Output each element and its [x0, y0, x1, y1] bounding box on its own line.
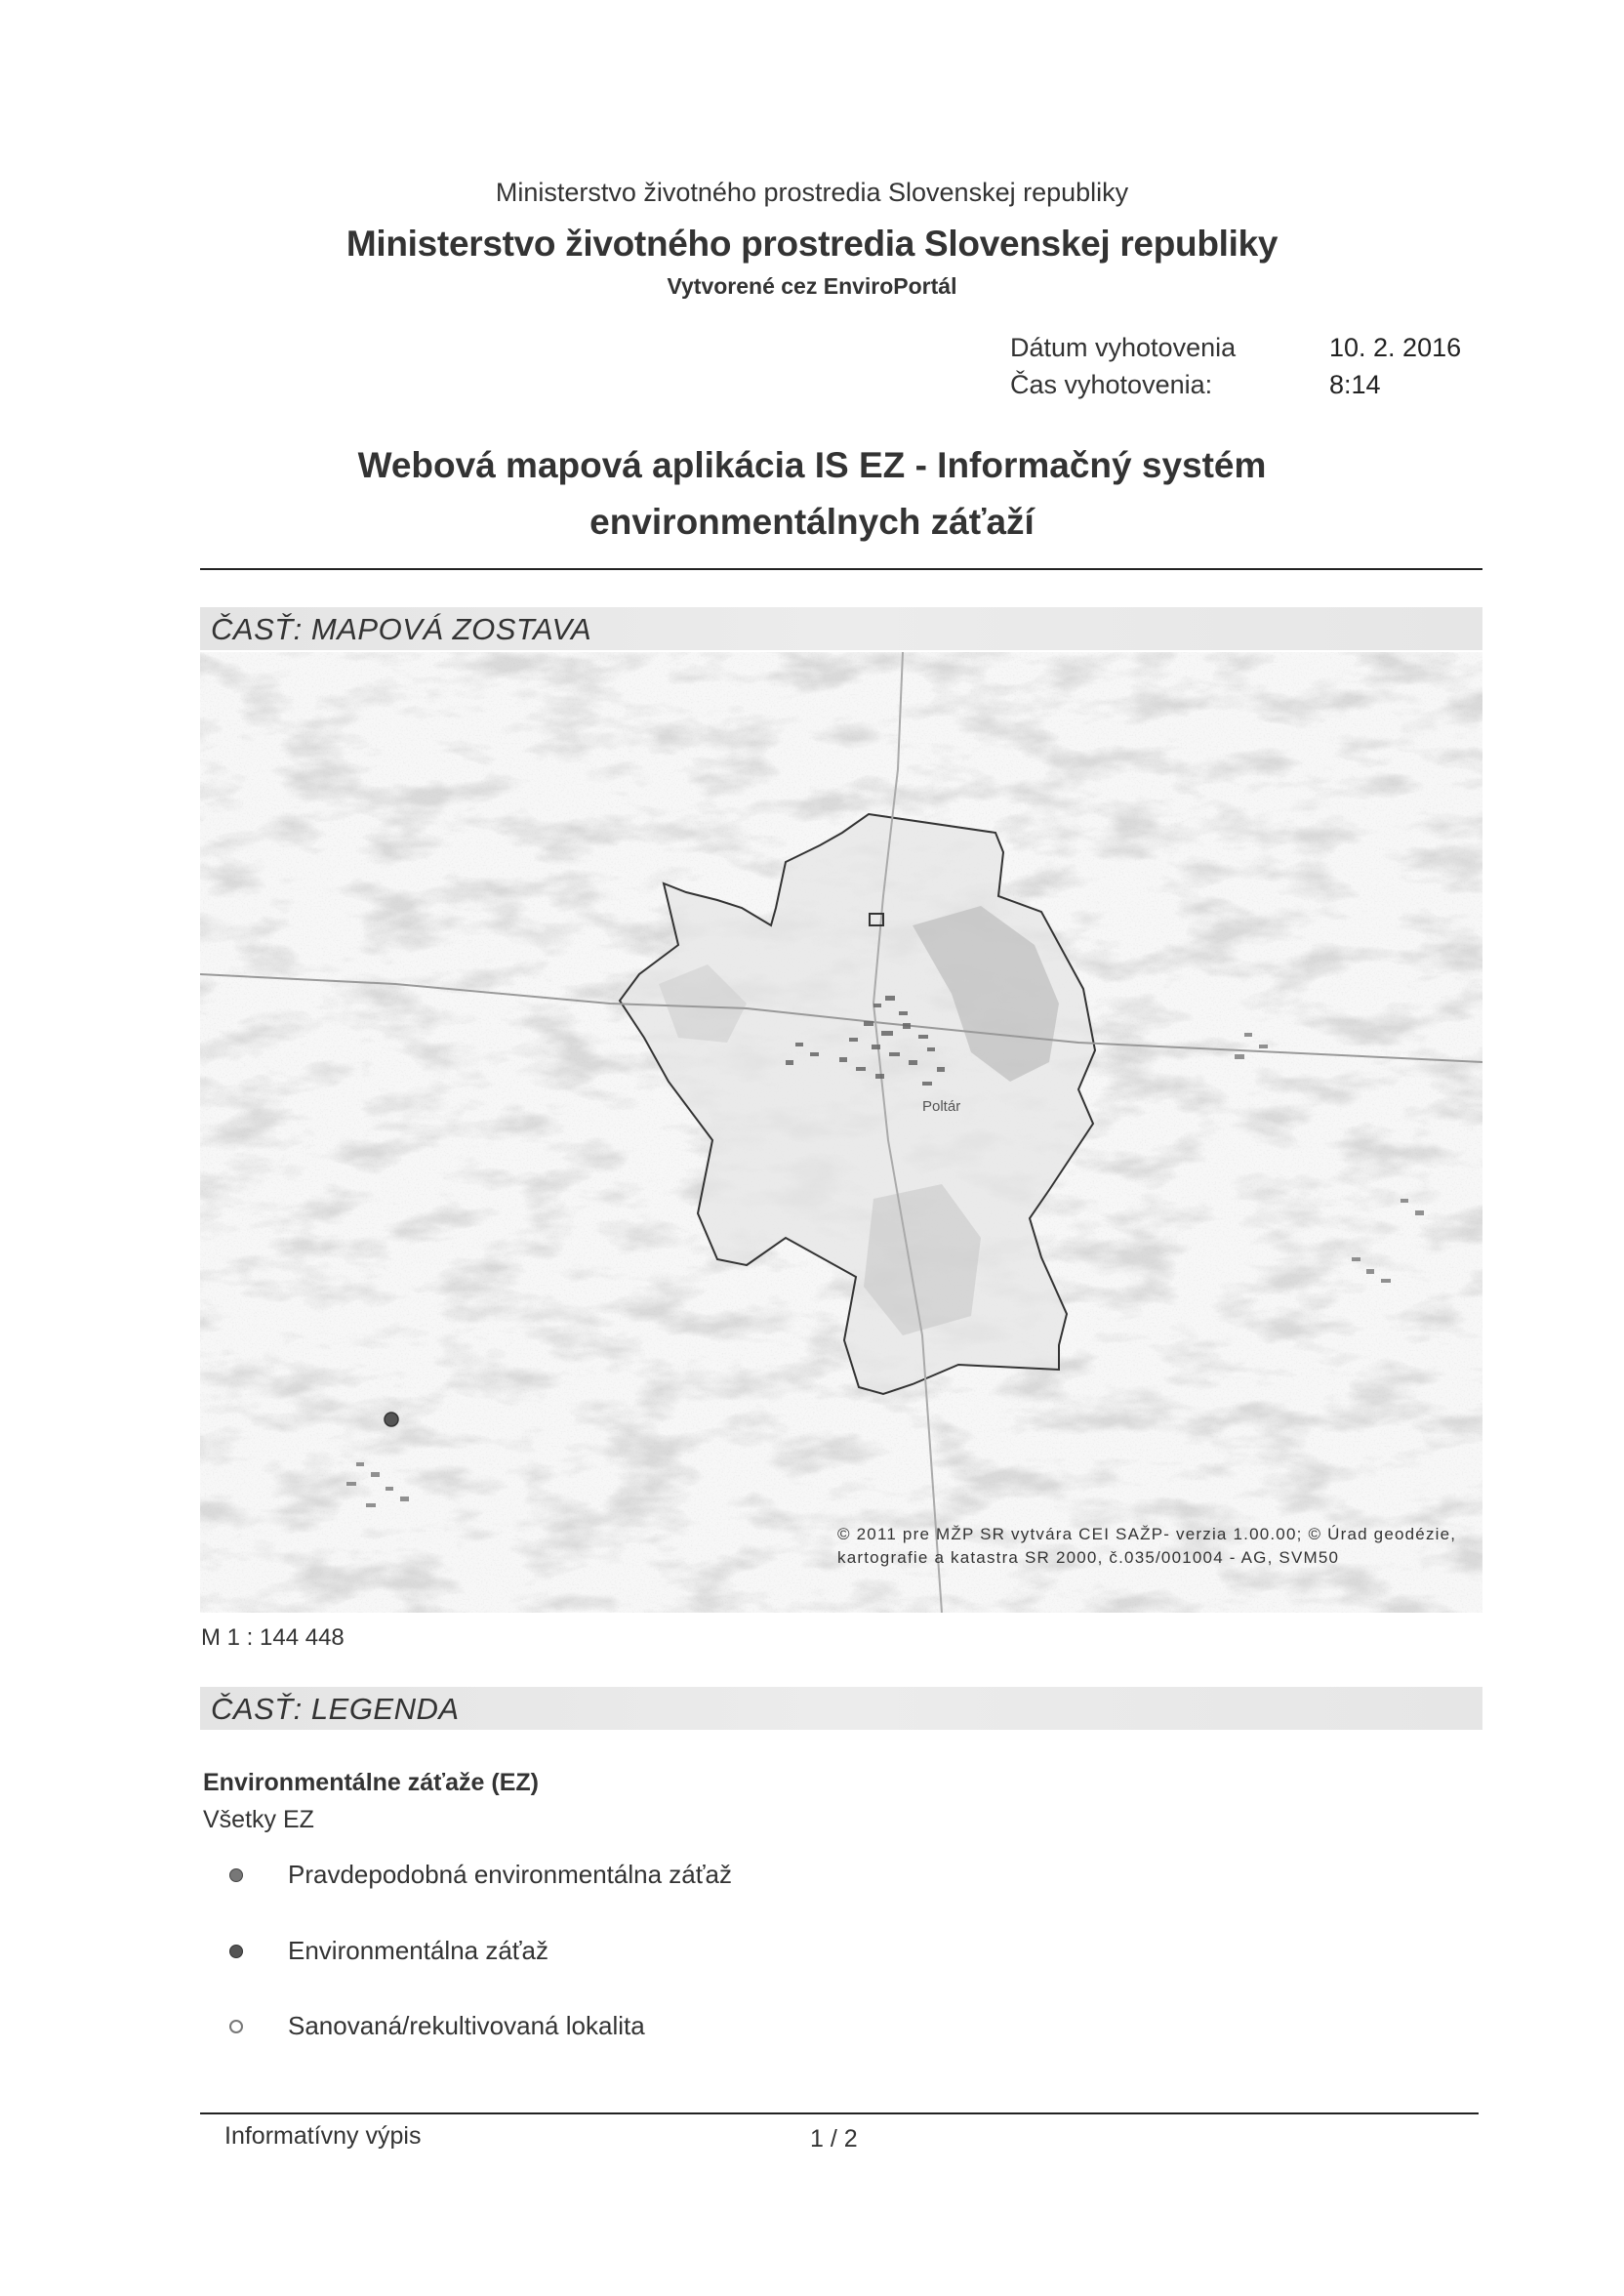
legend-group-title: Environmentálne záťaže (EZ) — [203, 1769, 539, 1796]
footer-divider — [200, 2112, 1479, 2114]
legend-item-ez: Environmentálna záťaž — [288, 1936, 549, 1965]
page-number: 1 / 2 — [810, 2125, 858, 2152]
ministry-title: Ministerstvo životného prostredia Slovenskej republiky — [345, 224, 1279, 264]
map-attribution: © 2011 pre MŽP SR vytvára CEI SAŽP- verzia 1.00.00; © Úrad geodézie, kartografie a katastra SR 2000, č.035/001004 - AG, SVM50 — [837, 1525, 1457, 1567]
app-title: Webová mapová aplikácia IS EZ - Informačný systém environmentálnych záťaží — [357, 445, 1267, 542]
created-via: Vytvorené cez EnviroPortál — [667, 273, 957, 299]
section-map-label: ČASŤ: MAPOVÁ ZOSTAVA — [211, 612, 592, 646]
title-divider — [200, 568, 1482, 570]
footer-label: Informatívny výpis — [224, 2122, 422, 2150]
legend-remediated-icon — [229, 2020, 243, 2033]
date-label: Dátum vyhotovenia — [1010, 333, 1237, 362]
legend-ez-icon — [229, 1945, 243, 1958]
ministry-subtitle: Ministerstvo životného prostredia Slovenskej republiky — [495, 178, 1129, 207]
date-value: 10. 2. 2016 — [1329, 333, 1462, 362]
legend-probable-ez-icon — [229, 1868, 243, 1882]
section-legend-label: ČASŤ: LEGENDA — [211, 1692, 460, 1726]
time-value: 8:14 — [1329, 370, 1381, 399]
map-view[interactable] — [200, 652, 1482, 1613]
legend-item-probable-ez: Pravdepodobná environmentálna záťaž — [288, 1860, 732, 1889]
map-scale: M 1 : 144 448 — [201, 1624, 345, 1651]
place-label: Poltár — [922, 1098, 961, 1115]
time-label: Čas vyhotovenia: — [1010, 370, 1213, 399]
legend-item-remediated: Sanovaná/rekultivovaná lokalita — [288, 2011, 645, 2040]
ez-site-marker[interactable] — [385, 1413, 398, 1426]
legend-subtitle: Všetky EZ — [203, 1806, 314, 1833]
